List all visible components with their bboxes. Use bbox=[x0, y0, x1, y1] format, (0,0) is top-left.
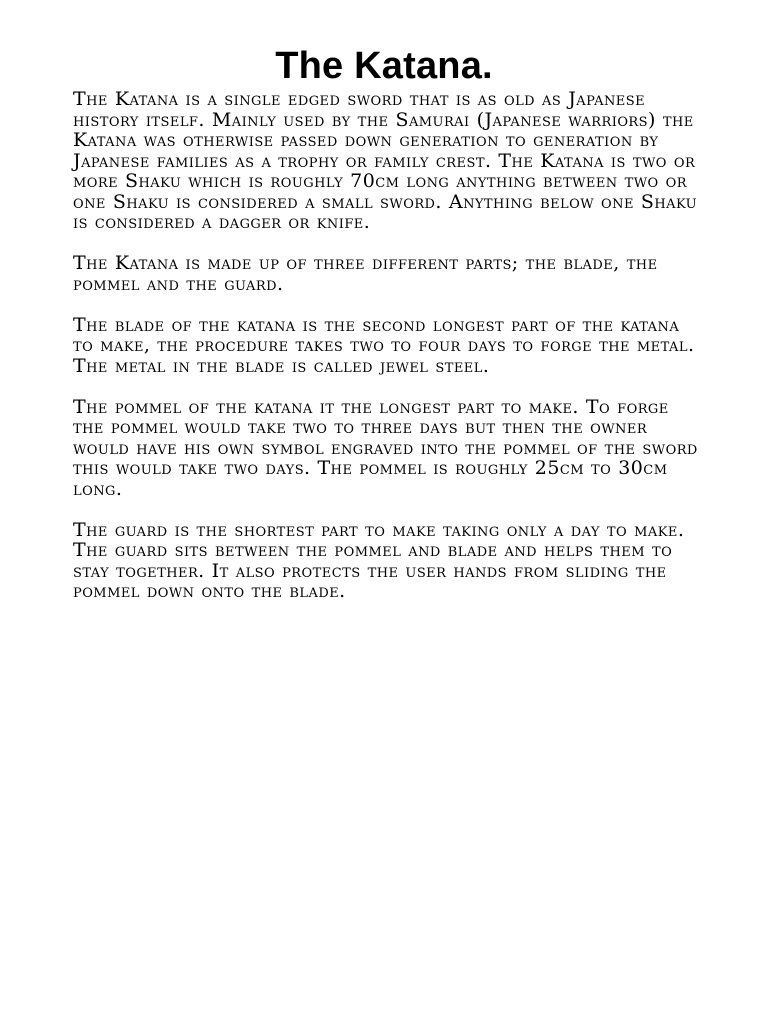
paragraph-blade: The blade of the katana is the second longest part of the katana to make, the procedure takes two to four days to forge the metal. The metal in the blade is called jewel steel. bbox=[73, 313, 695, 377]
document-body bbox=[73, 89, 703, 622]
paragraph-parts: The Katana is made up of three different parts; the blade, the pommel and the guard. bbox=[73, 252, 658, 295]
paragraph-intro: The Katana is a single edged sword that is as old as Japanese history itself. Mainly used by the Samurai (Japanese warriors) the Katana was otherwise passed down generation to generation by Japanese families as a trophy or family crest. The Katana is two or more Shaku which is roughly 70cm long anything between two or one Shaku is considered a small sword. Anything below one Shaku is considered a dagger or knife. bbox=[73, 88, 698, 233]
paragraph-pommel: The pommel of the katana it the longest part to make. To forge the pommel would take two to three days but then the owner would have his own symbol engraved into the pommel of the sword this would take two days. The pommel is roughly 25cm to 30cm long. bbox=[73, 395, 698, 500]
paragraph-guard: The guard is the shortest part to make taking only a day to make. The guard sits between the pommel and blade and helps them to stay together. It also protects the user hands from sliding the pommel down onto the blade. bbox=[73, 518, 685, 602]
document-title: The Katana. bbox=[275, 45, 493, 87]
